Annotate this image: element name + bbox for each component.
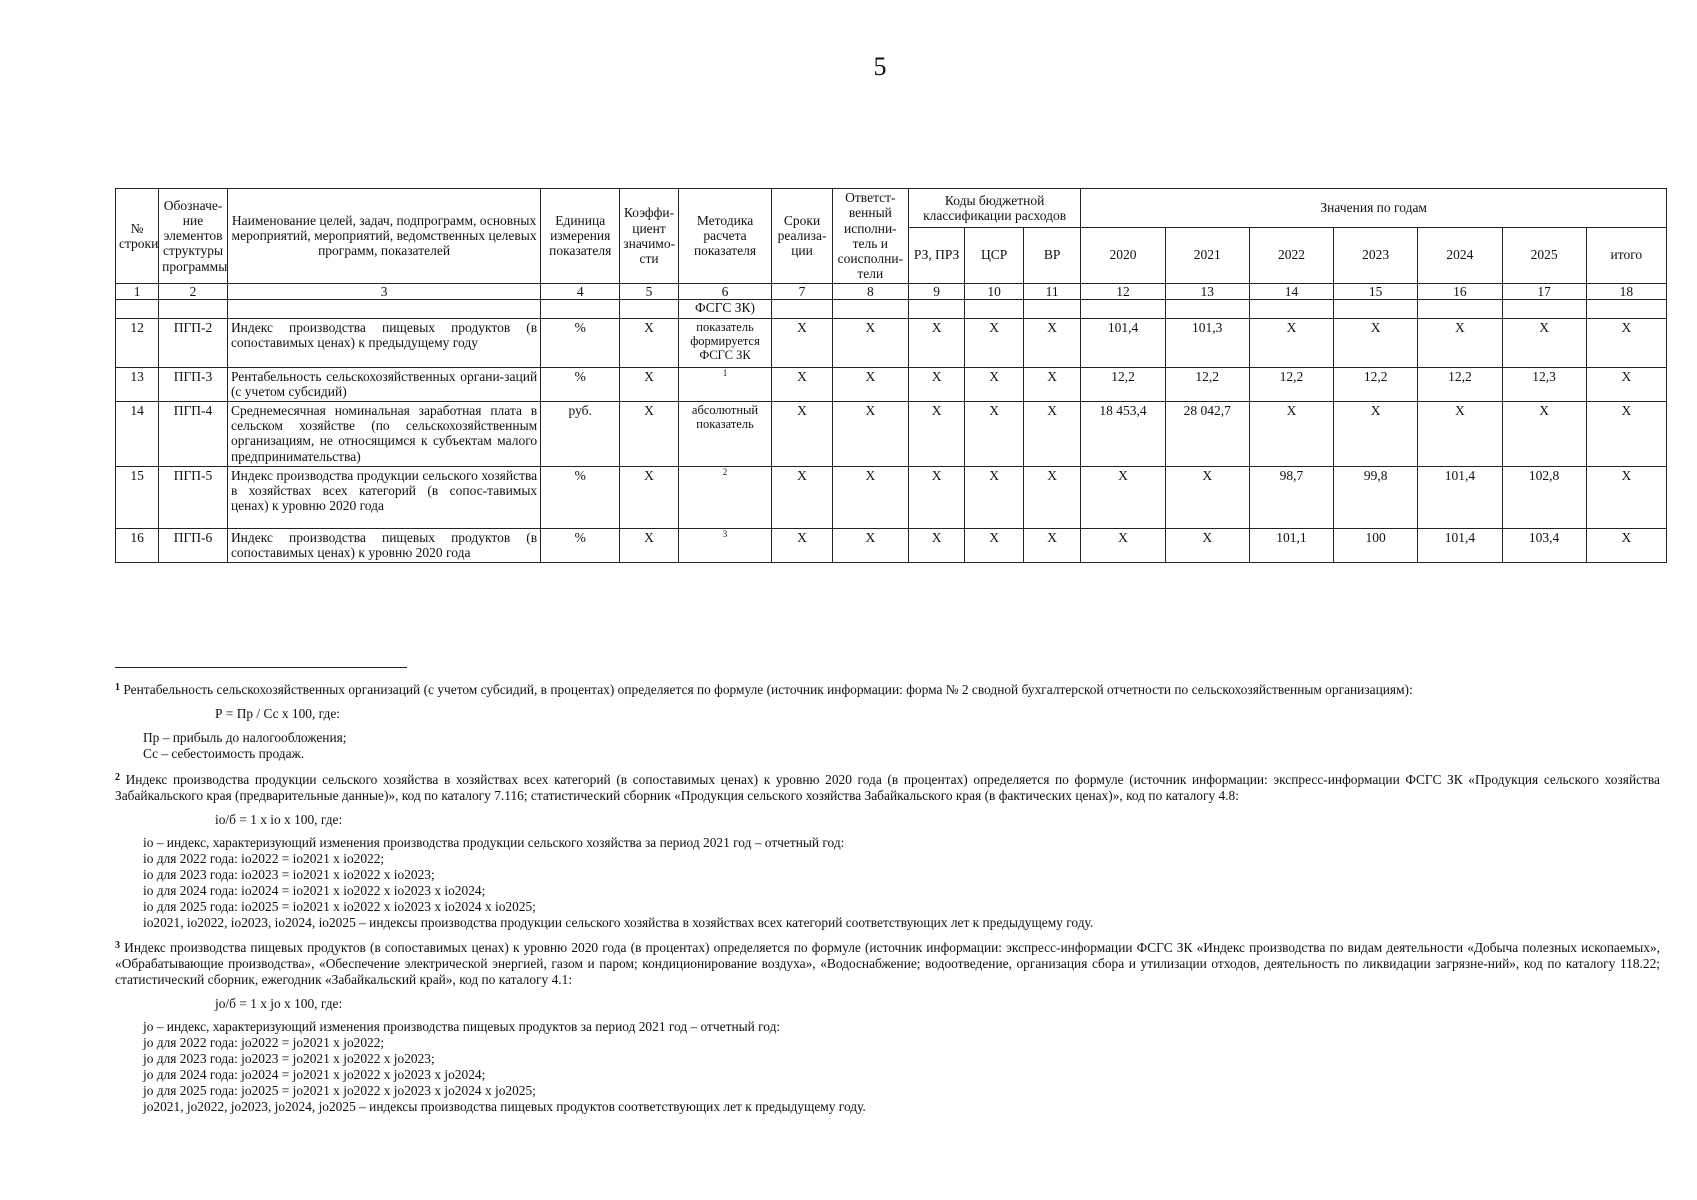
row-responsible: Х (832, 466, 908, 528)
row-value-total: Х (1586, 401, 1666, 466)
table-row (116, 528, 1667, 562)
column-number: 16 (1418, 283, 1502, 299)
row-terms: Х (772, 401, 833, 466)
row-method: показатель формируется ФСГС ЗК (678, 318, 771, 367)
row-number: 15 (116, 466, 159, 528)
row-csr: Х (965, 401, 1024, 466)
footnote-text: Индекс производства пищевых продуктов (в сопоставимых ценах) к уровню 2020 года (в процентах) определяется по формуле (источник информации: экспресс-информации ФСГС ЗК «Индекс производства по видам деятельности «Добыча полезных ископаемых», «Обрабатывающие производства», «Обеспечение электрической энергией, газом и паром; кондиционирование воздуха», «Водоснабжение; водоотведение, организация сбора и утилизации отходов, деятельность по ликвидации загрязне-ний», код по каталогу 118.22; статистический сборник, ежегодник «Забайкальский край», код по каталогу 4.1: (115, 940, 1661, 987)
row-terms: Х (772, 318, 833, 367)
row-responsible: Х (832, 401, 908, 466)
row-value-2025: Х (1502, 318, 1586, 367)
footnote-mark: 1 (115, 682, 120, 693)
row-responsible: Х (832, 367, 908, 401)
indicators-table (115, 188, 1667, 563)
row-value-2025: 102,8 (1502, 466, 1586, 528)
row-value-2020: 101,4 (1081, 318, 1165, 367)
footnote-3 (115, 940, 1660, 1115)
header-terms: Сроки реализа-ции (772, 189, 833, 284)
footnote-line: iо2021, iо2022, iо2023, iо2024, iо2025 – индексы производства продукции сельского хозяйства в хозяйствах всех категорий соответствующих лет к предыдущему году. (143, 915, 1094, 930)
row-value-2021: 12,2 (1165, 367, 1249, 401)
row-coefficient: Х (620, 367, 679, 401)
column-number: 18 (1586, 283, 1666, 299)
row-value-2023: 100 (1334, 528, 1418, 562)
row-value-2023: 12,2 (1334, 367, 1418, 401)
column-number: 17 (1502, 283, 1586, 299)
row-method (678, 528, 771, 562)
header-coefficient: Коэффи-циент значимо-сти (620, 189, 679, 284)
row-value-2022: Х (1249, 401, 1333, 466)
column-number: 2 (159, 283, 228, 299)
header-vr: ВР (1023, 227, 1081, 283)
column-number: 1 (116, 283, 159, 299)
column-number: 7 (772, 283, 833, 299)
row-value-2023: Х (1334, 318, 1418, 367)
column-number: 6 (678, 283, 771, 299)
row-value-total: Х (1586, 528, 1666, 562)
footnote-line: jо для 2025 года: jо2025 = jо2021 х jо2022 х jо2023 х jо2024 х jо2025; (143, 1083, 536, 1098)
footnote-ref: 1 (722, 367, 728, 378)
row-unit: руб. (541, 401, 620, 466)
row-value-2024: Х (1418, 401, 1502, 466)
row-value-total: Х (1586, 466, 1666, 528)
row-rz-prz: Х (908, 401, 964, 466)
footnote-line: iо для 2022 года: iо2022 = iо2021 х iо2022; (143, 851, 385, 866)
footnote-line: jо2021, jо2022, jо2023, jо2024, jо2025 – индексы производства пищевых продуктов соответствующих лет к предыдущему году. (143, 1099, 866, 1114)
row-value-2025: Х (1502, 401, 1586, 466)
header-budget-codes: Коды бюджетной классификации расходов (908, 189, 1081, 228)
row-responsible: Х (832, 528, 908, 562)
row-coefficient: Х (620, 528, 679, 562)
row-rz-prz: Х (908, 367, 964, 401)
header-responsible: Ответст-венный исполни-тель и соисполни-тели (832, 189, 908, 284)
footnote-line: Пр – прибыль до налогообложения; (143, 730, 347, 745)
row-value-2025: 103,4 (1502, 528, 1586, 562)
row-value-2020: Х (1081, 528, 1165, 562)
row-value-total: Х (1586, 318, 1666, 367)
row-terms: Х (772, 528, 833, 562)
row-vr: Х (1023, 528, 1081, 562)
page-number: 5 (873, 52, 887, 81)
footnote-separator (115, 667, 407, 668)
row-csr: Х (965, 528, 1024, 562)
row-number: 12 (116, 318, 159, 367)
row-value-2020: 12,2 (1081, 367, 1165, 401)
row-name: Индекс производства пищевых продуктов (в сопоставимых ценах) к уровню 2020 года (227, 528, 540, 562)
row-method: абсолютный показатель (678, 401, 771, 466)
table-row (116, 367, 1667, 401)
row-value-2024: 101,4 (1418, 466, 1502, 528)
header-values-by-year: Значения по годам (1081, 189, 1667, 228)
continuation-text: ФСГС ЗК) (678, 299, 771, 318)
column-number: 3 (227, 283, 540, 299)
row-value-total: Х (1586, 367, 1666, 401)
row-value-2021: Х (1165, 528, 1249, 562)
header-name: Наименование целей, задач, подпрограмм, основных мероприятий, мероприятий, ведомственных целевых программ, показателей (227, 189, 540, 284)
row-number: 13 (116, 367, 159, 401)
footnote-ref: 3 (722, 528, 728, 539)
row-csr: Х (965, 367, 1024, 401)
row-unit: % (541, 318, 620, 367)
footnote-ref: 2 (722, 466, 728, 477)
row-csr: Х (965, 466, 1024, 528)
column-number: 11 (1023, 283, 1081, 299)
footnote-line: jо для 2022 года: jо2022 = jо2021 х jо2022; (143, 1035, 385, 1050)
footnote-text: Индекс производства продукции сельского хозяйства в хозяйствах всех категорий (в сопоставимых ценах) к уровню 2020 года (в процентах) определяется по формуле (источник информации: экспресс-информации ФСГС ЗК «Продукция сельского хозяйства Забайкальского края (предварительные данные)», код по каталогу 7.116; статистический сборник «Продукция сельского хозяйства Забайкальского края (в фактических ценах)», код по каталогу 4.8: (115, 772, 1660, 803)
footnote-line: iо для 2024 года: iо2024 = iо2021 х iо2022 х iо2023 х iо2024; (143, 883, 486, 898)
formula: jо/б = 1 х jо х 100, где: (215, 996, 343, 1011)
row-value-2022: 101,1 (1249, 528, 1333, 562)
row-number: 14 (116, 401, 159, 466)
row-value-2021: 28 042,7 (1165, 401, 1249, 466)
row-coefficient: Х (620, 318, 679, 367)
row-responsible: Х (832, 318, 908, 367)
footnote-line: iо – индекс, характеризующий изменения производства продукции сельского хозяйства за период 2021 год – отчетный год: (143, 835, 845, 850)
footnote-1 (115, 682, 1660, 762)
table-row (116, 318, 1667, 367)
row-value-2024: 101,4 (1418, 528, 1502, 562)
header-year: 2021 (1165, 227, 1249, 283)
row-unit: % (541, 466, 620, 528)
row-vr: Х (1023, 318, 1081, 367)
header-unit: Единица измерения показателя (541, 189, 620, 284)
row-value-2022: 12,2 (1249, 367, 1333, 401)
column-number: 4 (541, 283, 620, 299)
row-terms: Х (772, 466, 833, 528)
row-unit: % (541, 528, 620, 562)
row-vr: Х (1023, 466, 1081, 528)
header-year: 2022 (1249, 227, 1333, 283)
footnote-line: iо для 2023 года: iо2023 = iо2021 х iо2022 х iо2023; (143, 867, 435, 882)
row-value-2021: Х (1165, 466, 1249, 528)
row-value-2021: 101,3 (1165, 318, 1249, 367)
row-code: ПГП-2 (159, 318, 228, 367)
footnote-2 (115, 772, 1660, 931)
formula: iо/б = 1 х iо х 100, где: (215, 812, 343, 827)
header-rz-prz: РЗ, ПРЗ (908, 227, 964, 283)
row-rz-prz: Х (908, 528, 964, 562)
row-csr: Х (965, 318, 1024, 367)
formula: Р = Пр / Сс х 100, где: (215, 706, 340, 721)
row-value-2020: 18 453,4 (1081, 401, 1165, 466)
row-unit: % (541, 367, 620, 401)
header-row-no: № строки (116, 189, 159, 284)
row-rz-prz: Х (908, 466, 964, 528)
column-number: 8 (832, 283, 908, 299)
column-number: 9 (908, 283, 964, 299)
row-vr: Х (1023, 367, 1081, 401)
header-year: 2023 (1334, 227, 1418, 283)
row-method (678, 466, 771, 528)
row-code: ПГП-3 (159, 367, 228, 401)
column-number: 12 (1081, 283, 1165, 299)
header-designation: Обозначе-ние элементов структуры программы (159, 189, 228, 284)
table-row (116, 401, 1667, 466)
header-csr: ЦСР (965, 227, 1024, 283)
row-name: Рентабельность сельскохозяйственных органи-заций (с учетом субсидий) (227, 367, 540, 401)
row-code: ПГП-5 (159, 466, 228, 528)
row-code: ПГП-6 (159, 528, 228, 562)
row-value-2025: 12,3 (1502, 367, 1586, 401)
footnote-mark: 3 (115, 940, 120, 951)
table-row (116, 466, 1667, 528)
column-number: 10 (965, 283, 1024, 299)
row-vr: Х (1023, 401, 1081, 466)
column-numbers-row (116, 283, 1667, 299)
row-name: Индекс производства пищевых продуктов (в сопоставимых ценах) к предыдущему году (227, 318, 540, 367)
row-name: Индекс производства продукции сельского хозяйства в хозяйствах всех категорий (в сопос-тавимых ценах) к уровню 2020 года (227, 466, 540, 528)
column-number: 13 (1165, 283, 1249, 299)
column-number: 15 (1334, 283, 1418, 299)
footnote-line: jо для 2024 года: jо2024 = jо2021 х jо2022 х jо2023 х jо2024; (143, 1067, 486, 1082)
row-number: 16 (116, 528, 159, 562)
row-code: ПГП-4 (159, 401, 228, 466)
row-rz-prz: Х (908, 318, 964, 367)
column-number: 14 (1249, 283, 1333, 299)
row-value-2024: 12,2 (1418, 367, 1502, 401)
header-total: итого (1586, 227, 1666, 283)
row-value-2022: Х (1249, 318, 1333, 367)
header-year: 2024 (1418, 227, 1502, 283)
row-terms: Х (772, 367, 833, 401)
header-year: 2020 (1081, 227, 1165, 283)
header-method: Методика расчета показателя (678, 189, 771, 284)
row-value-2024: Х (1418, 318, 1502, 367)
header-year: 2025 (1502, 227, 1586, 283)
footnote-line: jо для 2023 года: jо2023 = jо2021 х jо2022 х jо2023; (143, 1051, 435, 1066)
row-value-2023: 99,8 (1334, 466, 1418, 528)
footnote-mark: 2 (115, 772, 120, 783)
footnote-line: Сс – себестоимость продаж. (143, 746, 305, 761)
row-name: Среднемесячная номинальная заработная плата в сельском хозяйстве (по сельскохозяйственным организациям, не относящимся к субъектам малого предпринимательства) (227, 401, 540, 466)
footnote-line: iо для 2025 года: iо2025 = iо2021 х iо2022 х iо2023 х iо2024 х iо2025; (143, 899, 536, 914)
continuation-row (116, 299, 1667, 318)
row-value-2022: 98,7 (1249, 466, 1333, 528)
footnote-text: Рентабельность сельскохозяйственных организаций (с учетом субсидий, в процентах) определяется по формуле (источник информации: форма № 2 сводной бухгалтерской отчетности по сельскохозяйственным организациям): (123, 682, 1413, 697)
row-value-2020: Х (1081, 466, 1165, 528)
row-coefficient: Х (620, 466, 679, 528)
row-method (678, 367, 771, 401)
row-value-2023: Х (1334, 401, 1418, 466)
column-number: 5 (620, 283, 679, 299)
row-coefficient: Х (620, 401, 679, 466)
footnote-line: jо – индекс, характеризующий изменения производства пищевых продуктов за период 2021 год – отчетный год: (143, 1019, 781, 1034)
